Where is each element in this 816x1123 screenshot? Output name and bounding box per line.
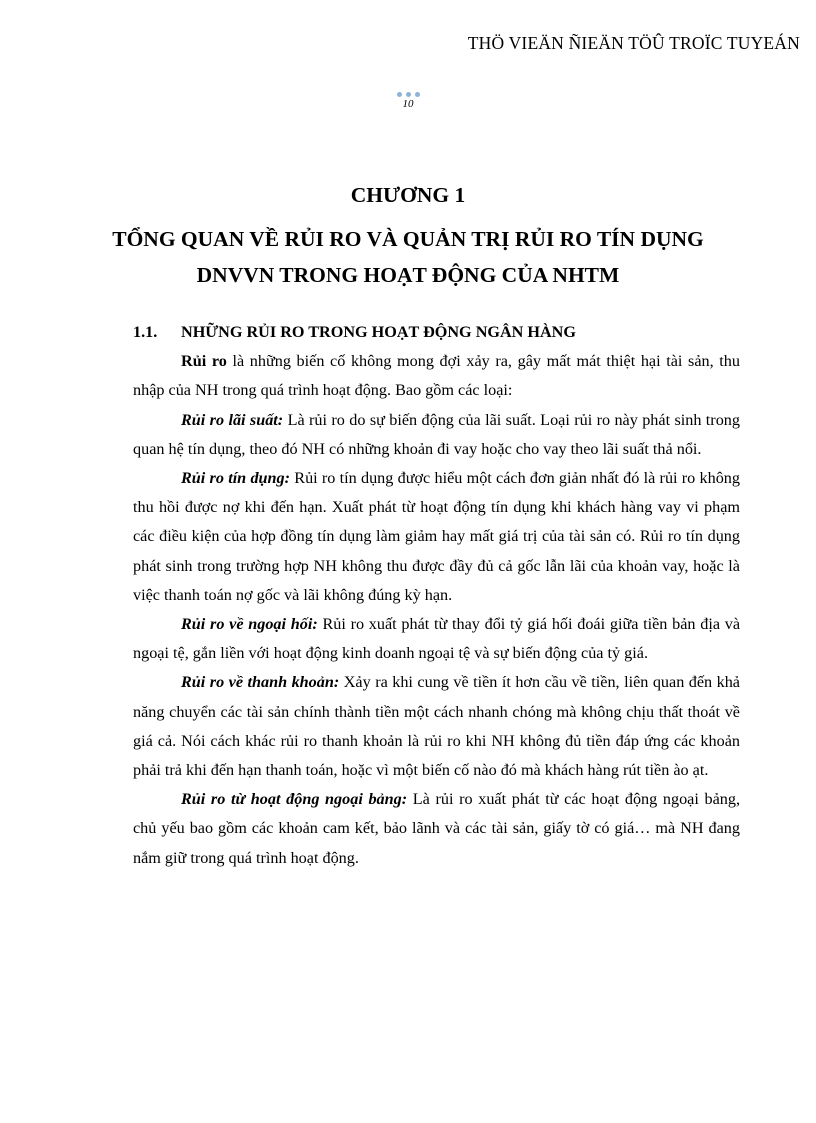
paragraph-text: Xảy ra khi cung về tiền ít hơn cầu về tiền, liên quan đến khả năng chuyển các tài sản chính thành tiền một cách nhanh chóng mà không chịu thất thoát về giá cả. Nói cách khác rủi ro thanh khoản là rủi ro khi NH không đủ tiền đáp ứng các khoản phải trả khi đến hạn thanh toán, hoặc vì một biến cố nào đó mà khách hàng rút tiền ào ạt. [133, 673, 740, 780]
page-number-block [0, 92, 816, 110]
paragraph-text: Rủi ro tín dụng được hiểu một cách đơn giản nhất đó là rủi ro không thu hồi được nợ khi đến hạn. Xuất phát từ hoạt động tín dụng khi khách hàng vay vi phạm các điều kiện của hợp đồng tín dụng làm giảm hay mất giá trị của tài sản có. Rủi ro tín dụng phát sinh trong trường hợp NH không thu được đầy đủ cả gốc lẫn lãi của khoản vay, hoặc là việc thanh toán nợ gốc và lãi không đúng kỳ hạn. [133, 469, 740, 604]
paragraph-text: là những biến cố không mong đợi xảy ra, gây mất mát thiệt hại tài sản, thu nhập của NH trong quá trình hoạt động. Bao gồm các loại: [133, 352, 740, 400]
paragraph-fx-risk [133, 610, 740, 668]
paragraph-liquidity-risk [133, 668, 740, 785]
paragraph-off-balance-risk [133, 785, 740, 873]
body-content [133, 318, 740, 873]
chapter-title-line-1: TỔNG QUAN VỀ RỦI RO VÀ QUẢN TRỊ RỦI RO TÍN DỤNG [112, 227, 704, 251]
paragraph-text: Là rủi ro do sự biến động của lãi suất. Loại rủi ro này phát sinh trong quan hệ tín dụng, theo đó NH có những khoản đi vay hoặc cho vay theo lãi suất thả nổi. [133, 410, 740, 458]
paragraph-term: Rủi ro [181, 352, 227, 371]
paragraph-term: Rủi ro từ hoạt động ngoại bảng: [181, 790, 408, 809]
paragraph-term: Rủi ro tín dụng: [181, 469, 291, 488]
paragraph-term: Rủi ro về ngoại hối: [181, 615, 318, 634]
paragraph-term: Rủi ro về thanh khoản: [181, 673, 340, 692]
section-heading [133, 318, 740, 347]
page-number: 10 [402, 98, 414, 110]
section-title: NHỮNG RỦI RO TRONG HOẠT ĐỘNG NGÂN HÀNG [181, 323, 576, 341]
paragraph-credit-risk [133, 464, 740, 610]
chapter-title-line-2: DNVVN TRONG HOẠT ĐỘNG CỦA NHTM [196, 263, 620, 287]
paragraph-definition [133, 347, 740, 405]
section-number: 1.1. [133, 323, 158, 341]
chapter-label: CHƯƠNG 1 [350, 183, 466, 207]
running-header: THÖ VIEÄN ÑIEÄN TÖÛ TROÏC TUYEÁN [467, 33, 800, 53]
paragraph-interest-rate-risk [133, 406, 740, 464]
paragraph-text: Là rủi ro xuất phát từ các hoạt động ngoại bảng, chủ yếu bao gồm các khoản cam kết, bảo lãnh và các tài sản, giấy tờ có giá… mà NH đang nắm giữ trong quá trình hoạt động. [133, 790, 740, 867]
paragraph-text: Rủi ro xuất phát từ thay đổi tỷ giá hối đoái giữa tiền bản địa và ngoại tệ, gắn liền với hoạt động kinh doanh ngoại tệ và sự biến động của tỷ giá. [133, 615, 741, 663]
chapter-heading [0, 177, 816, 293]
paragraph-term: Rủi ro lãi suất: [181, 410, 284, 429]
